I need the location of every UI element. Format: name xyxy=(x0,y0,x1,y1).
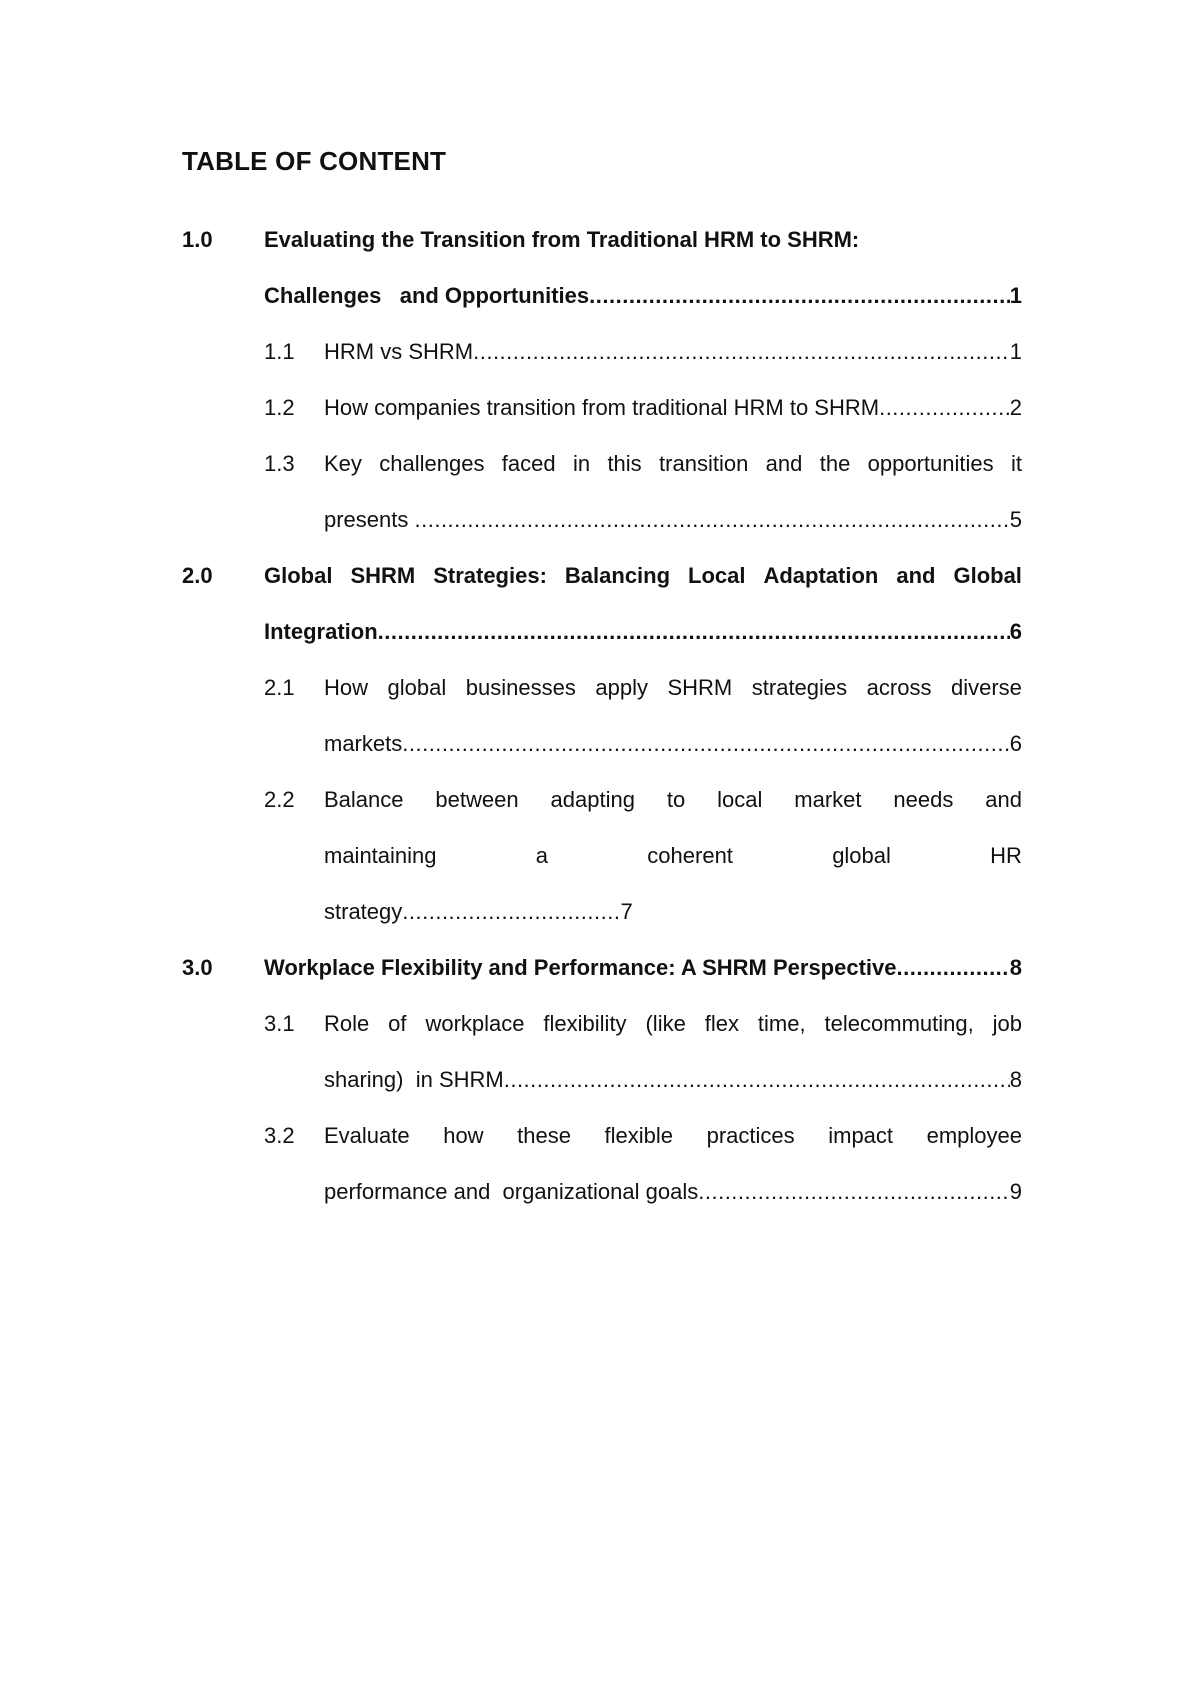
word: opportunities xyxy=(867,451,994,476)
dot-leader xyxy=(504,1064,1010,1096)
word: How xyxy=(324,675,369,700)
section-number: 1.0 xyxy=(182,227,213,252)
subsection-number: 3.1 xyxy=(264,1011,295,1036)
page-number: 8 xyxy=(1009,955,1022,980)
word: Adaptation xyxy=(763,563,879,588)
word: Local xyxy=(688,563,746,588)
word: Strategies: xyxy=(433,563,547,588)
word: Balance xyxy=(324,787,404,812)
word: flexibility xyxy=(543,1011,627,1036)
word: faced xyxy=(501,451,556,476)
page-number: 1 xyxy=(1009,283,1022,308)
word: job xyxy=(992,1011,1022,1036)
dot-leader xyxy=(897,952,1010,984)
word: telecommuting, xyxy=(824,1011,974,1036)
word: to xyxy=(666,787,686,812)
word: global xyxy=(832,843,891,868)
page-number: 8 xyxy=(1009,1067,1022,1092)
toc-entry[interactable] xyxy=(264,952,1022,984)
subsection-title: How companies transition from traditional HRM to SHRM xyxy=(324,395,880,420)
word: Evaluate xyxy=(324,1123,410,1148)
word: challenges xyxy=(379,451,485,476)
page-title: TABLE OF CONTENT xyxy=(182,146,447,176)
word: flexible xyxy=(604,1123,674,1148)
subsection-title-line[interactable] xyxy=(324,840,1022,872)
word: in xyxy=(572,451,591,476)
dot-leader xyxy=(402,728,1010,760)
word: HR xyxy=(990,843,1022,868)
page-number: 1 xyxy=(1009,339,1022,364)
page-number: 6 xyxy=(1009,619,1022,644)
word: these xyxy=(517,1123,571,1148)
page-number: 5 xyxy=(1009,507,1022,532)
word: market xyxy=(794,787,862,812)
subsection-title: presents xyxy=(324,507,415,532)
word: across xyxy=(866,675,932,700)
subsection-title: strategy xyxy=(324,899,403,924)
page-number: 2 xyxy=(1009,395,1022,420)
subsection-title: HRM vs SHRM xyxy=(324,339,474,364)
toc-entry[interactable] xyxy=(324,896,633,928)
dot-leader xyxy=(415,504,1010,536)
word: transition xyxy=(659,451,749,476)
word: adapting xyxy=(550,787,635,812)
word: strategies xyxy=(751,675,848,700)
word: businesses xyxy=(465,675,576,700)
word: local xyxy=(717,787,763,812)
word: Key xyxy=(324,451,362,476)
word: maintaining xyxy=(324,843,437,868)
word: and xyxy=(896,563,936,588)
section-title-line[interactable] xyxy=(264,560,1022,592)
toc-entry[interactable] xyxy=(324,1064,1022,1096)
dot-leader xyxy=(698,1176,1010,1208)
word: Global xyxy=(953,563,1022,588)
word: employee xyxy=(926,1123,1022,1148)
dot-leader xyxy=(473,336,1010,368)
subsection-number: 1.1 xyxy=(264,339,295,364)
word: impact xyxy=(828,1123,894,1148)
toc-entry[interactable] xyxy=(324,728,1022,760)
word: Balancing xyxy=(564,563,671,588)
page-number: 6 xyxy=(1009,731,1022,756)
toc-entry[interactable] xyxy=(324,504,1022,536)
word: coherent xyxy=(647,843,733,868)
toc-entry[interactable] xyxy=(264,616,1022,648)
subsection-number: 2.1 xyxy=(264,675,295,700)
word: diverse xyxy=(950,675,1022,700)
word: time, xyxy=(757,1011,806,1036)
section-title-line: Workplace Flexibility and Performance: A SHRM Perspective xyxy=(264,955,897,980)
subsection-title-line[interactable] xyxy=(324,448,1022,480)
page-number: 9 xyxy=(1009,1179,1022,1204)
section-number: 2.0 xyxy=(182,563,213,588)
section-title-line: Challenges and Opportunities xyxy=(264,283,590,308)
word: between xyxy=(435,787,519,812)
toc-entry[interactable] xyxy=(324,1176,1022,1208)
toc-entry[interactable] xyxy=(324,336,1022,368)
subsection-title-line[interactable] xyxy=(324,784,1022,816)
subsection-number: 3.2 xyxy=(264,1123,295,1148)
dot-leader: ................................. xyxy=(402,899,621,924)
word: workplace xyxy=(425,1011,525,1036)
section-title-line: Integration xyxy=(264,619,378,644)
word: (like xyxy=(645,1011,686,1036)
word: needs xyxy=(893,787,954,812)
section-title-line[interactable]: Evaluating the Transition from Traditional HRM to SHRM: xyxy=(264,227,860,252)
section-number: 3.0 xyxy=(182,955,213,980)
word: SHRM xyxy=(667,675,733,700)
subsection-title: markets xyxy=(324,731,403,756)
word: SHRM xyxy=(350,563,416,588)
dot-leader xyxy=(879,392,1010,424)
subsection-title-line[interactable] xyxy=(324,672,1022,704)
word: the xyxy=(819,451,851,476)
word: Global xyxy=(264,563,333,588)
subsection-number: 2.2 xyxy=(264,787,295,812)
word: flex xyxy=(704,1011,739,1036)
subsection-title-line[interactable] xyxy=(324,1120,1022,1152)
subsection-title: sharing) in SHRM xyxy=(324,1067,504,1092)
subsection-number: 1.3 xyxy=(264,451,295,476)
word: of xyxy=(388,1011,407,1036)
word: a xyxy=(535,843,549,868)
toc-entry[interactable] xyxy=(324,392,1022,424)
word: global xyxy=(387,675,447,700)
toc-entry[interactable] xyxy=(264,280,1022,312)
word: and xyxy=(765,451,803,476)
subsection-number: 1.2 xyxy=(264,395,295,420)
word: apply xyxy=(595,675,648,700)
dot-leader xyxy=(589,280,1010,312)
page-number: 7 xyxy=(620,899,633,924)
word: how xyxy=(443,1123,484,1148)
word: Role xyxy=(324,1011,370,1036)
dot-leader xyxy=(378,616,1010,648)
word: it xyxy=(1010,451,1022,476)
word: practices xyxy=(706,1123,795,1148)
word: this xyxy=(607,451,642,476)
subsection-title-line[interactable] xyxy=(324,1008,1022,1040)
word: and xyxy=(985,787,1022,812)
subsection-title: performance and organizational goals xyxy=(324,1179,699,1204)
